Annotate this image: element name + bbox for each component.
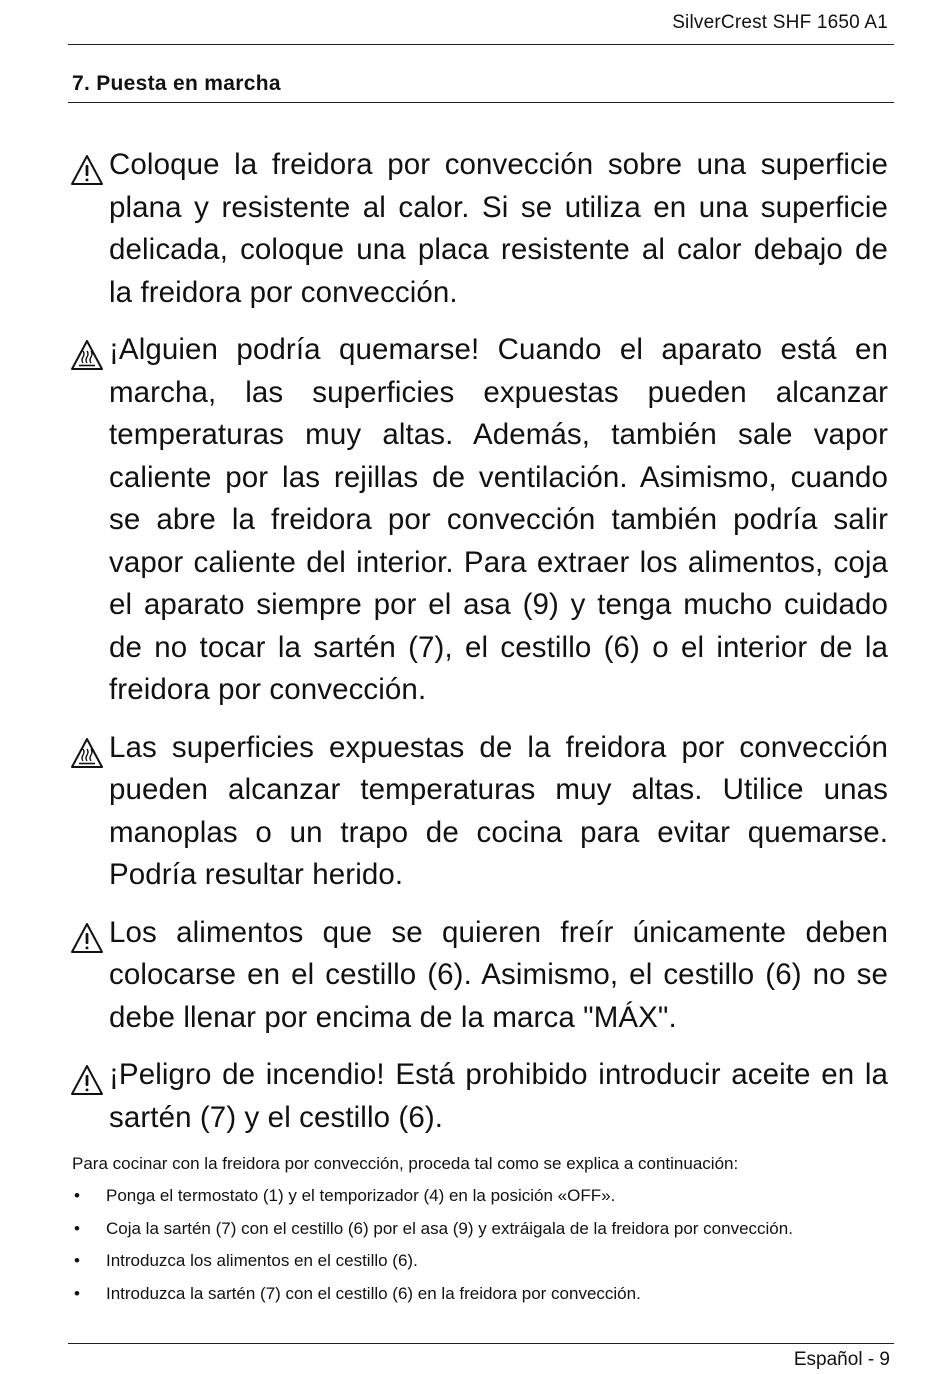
warning-text: ¡Peligro de incendio! Está prohibido introducir aceite en la sartén (7) y el cestillo (6). <box>109 1058 888 1134</box>
bullet-icon: • <box>74 1186 80 1205</box>
warning-triangle-icon <box>70 154 104 186</box>
bullet-icon: • <box>74 1218 80 1238</box>
bullet-icon: • <box>74 1251 80 1270</box>
warning-text: Coloque la freidora por convección sobre una superficie plana y resistente al calor. Si se utiliza en una superficie delicada, coloque una placa resistente al calor debajo de la freidora por convección. <box>109 148 888 309</box>
section-title: 7. Puesta en marcha <box>72 72 281 95</box>
list-item <box>72 1184 888 1208</box>
step-text: Ponga el termostato (1) y el temporizador (4) en la posición «OFF». <box>106 1186 616 1205</box>
warning-triangle-icon <box>70 922 104 954</box>
step-text: Introduzca los alimentos en el cestillo (6). <box>106 1251 418 1270</box>
warning-item <box>70 329 888 712</box>
page-number: Español - 9 <box>793 1349 890 1370</box>
list-item <box>72 1249 888 1273</box>
warning-item <box>70 144 888 314</box>
warning-triangle-icon <box>70 1064 104 1096</box>
bullet-icon: • <box>74 1283 80 1303</box>
list-item <box>72 1217 888 1241</box>
warning-list <box>70 144 888 1154</box>
warning-text: Los alimentos que se quieren freír únicamente deben colocarse en el cestillo (6). Asimismo, el cestillo (6) no se debe llenar por encima de la marca "MÁX". <box>109 915 888 1034</box>
list-item <box>72 1282 888 1306</box>
warning-item <box>70 912 888 1040</box>
step-text: Coja la sartén (7) con el cestillo (6) por el asa (9) y extráigala de la freidora por convección. <box>106 1218 793 1238</box>
hot-surface-icon <box>70 339 104 371</box>
instruction-steps <box>72 1184 888 1306</box>
header-product-name: SilverCrest SHF 1650 A1 <box>672 12 888 33</box>
warning-text: ¡Alguien podría quemarse! Cuando el aparato está en marcha, las superficies expuestas pueden alcanzar temperaturas muy altas. Además, también sale vapor caliente por las rejillas de ventilación. Asimismo, cuando se abre la freidora por convección también podría salir vapor caliente del interior. Para extraer los alimentos, coja el aparato siempre por el asa (9) y tenga mucho cuidado de no tocar la sartén (7), el cestillo (6) o el interior de la freidora por convección. <box>109 333 888 706</box>
instructions-intro: Para cocinar con la freidora por convección, proceda tal como se explica a continuación: <box>72 1154 739 1173</box>
header-divider <box>68 44 894 45</box>
instructions <box>72 1152 888 1314</box>
warning-text: Las superficies expuestas de la freidora por convección pueden alcanzar temperaturas muy altas. Utilice unas manoplas o un trapo de cocina para evitar quemarse. Podría resultar herido. <box>109 730 888 891</box>
section-divider <box>68 102 894 103</box>
step-text: Introduzca la sartén (7) con el cestillo (6) en la freidora por convección. <box>106 1283 641 1303</box>
hot-surface-icon <box>70 737 104 769</box>
warning-item <box>70 1054 888 1139</box>
footer-divider <box>68 1343 894 1344</box>
warning-item <box>70 727 888 897</box>
